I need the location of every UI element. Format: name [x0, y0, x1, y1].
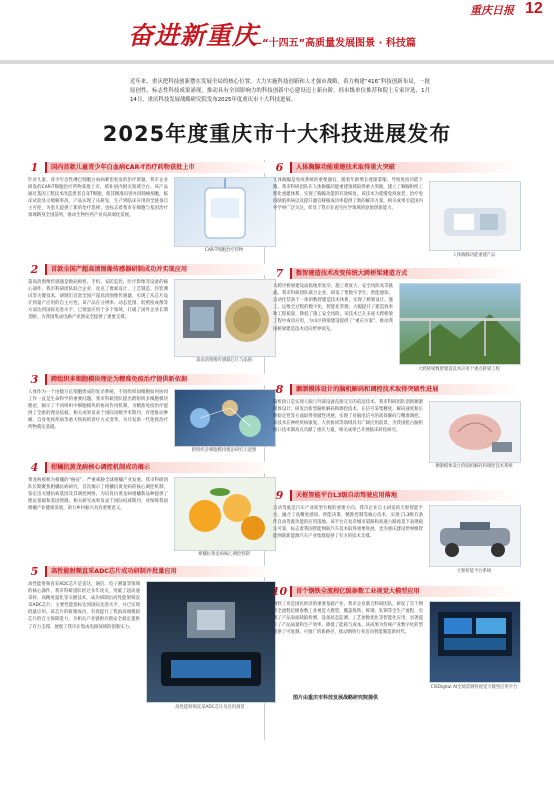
- progress-item-5: [28, 565, 275, 715]
- item-number: 4: [30, 461, 39, 474]
- item-title: 高性能射频直采ADC芯片成功研制并批量应用: [45, 566, 275, 577]
- page-title: 2025年度重庆市十大科技进展发布: [102, 122, 452, 146]
- item-title: 数智建造技术改变传统大跨桥梁建造方式: [290, 268, 520, 279]
- figure-caption: 跨组织多细胞模块理论研究示意图: [191, 448, 257, 453]
- item-number: 8: [275, 383, 284, 396]
- citrus-fruit-illustration: [175, 478, 275, 550]
- item-text: 大跨径桥梁建设面临地形复杂、施工难度大、安全风险高等挑战。我市科研团队联合企业，研发了集数字孪生、智能感知、自动化装备于一体的数智建造技术体系，实现了桥梁设计、施工、运维全过程的数字化、智能化管理，大幅提升了建造效率和工程质量，降低了施工安全风险。该技术已在多座大跨桥梁工程中成功应用，为山区桥梁建设提供了“重庆方案”，推动我国桥梁建造技术迈向世界领先。: [273, 284, 393, 332]
- masthead-divider: [0, 60, 554, 64]
- item-title: 首款全国产超高清图像传感器研制成功并实现应用: [45, 264, 275, 275]
- item-title: 人体胸腺功能重建技术取得重大突破: [290, 162, 520, 173]
- item-title: 首个钢铁全流程亿级参数工业视觉大模型应用: [290, 586, 520, 597]
- item-title: 柑橘抗黄龙病核心调控机制成功揭示: [45, 462, 275, 473]
- drug-bag-illustration: [175, 178, 275, 246]
- figure-caption: 柑橘抗黄龙病核心调控机制: [198, 552, 250, 557]
- figure-caption: CISDigital AI全场景钢铁视觉大模型应用平台: [430, 685, 518, 690]
- item-number: 2: [30, 263, 39, 276]
- item-text: 人体胸腺是免疫系统的重要器官，随着年龄增长逐渐萎缩，导致免疫功能下降。我市科研团队在人体胸腺功能重建领域取得重大突破，建立了胸腺组织工程化重建体系，实现了胸腺功能的有效恢复。该技术为延缓免疫衰老、治疗免疫缺陷疾病以及提升器官移植成功率提供了新的解决方案，相关成果引起国内外学界广泛关注，彰显了我市在再生医学领域的原始创新能力。: [273, 178, 423, 212]
- left-column: [28, 161, 275, 721]
- section-title: 奋进新重庆: [128, 21, 259, 50]
- sensor-wafer-illustration: [175, 280, 275, 356]
- figure-caption: 高性能射频直采ADC芯片及应用场景: [175, 705, 245, 710]
- item-text: 自动驾驶是汽车产业转型升级的重要方向。我市企业自主研发的天枢智能平台，融合了高精度感知、智能决策、精准控制等核心技术，实现了L3级有条件自动驾驶功能的应用落地。该平台在复杂城市道路和高速公路场景下表现稳定可靠，标志着我国智能网联汽车技术取得重要进展，也为重庆建设世界级智能网联新能源汽车产业集群提供了有力的技术支撑。: [273, 506, 423, 540]
- paper-name: 重庆日报: [470, 4, 514, 17]
- photo-credit: 图片由重庆市科技发展战略研究院提供: [293, 695, 379, 701]
- car-chassis-illustration: [430, 506, 520, 566]
- item-number: 1: [30, 161, 39, 174]
- figure-caption: 大跨桥梁数智建造技术应用于重点桥梁工程: [418, 367, 500, 372]
- item-title: 天枢智能平台L3级自动驾驶应用落地: [290, 490, 520, 501]
- progress-item-4: [28, 461, 275, 559]
- section-subtitle: —“十四五”高质量发展图景 · 科技篇: [252, 38, 416, 49]
- bridge-image: [399, 283, 521, 365]
- progress-item-2: [28, 263, 275, 367]
- progress-item-8: [273, 383, 520, 483]
- item-text: 脑机接口是实现人脑与外部设备直接交互的前沿技术。我市科研团队创新颞颌模体设计，研发出新型脑机解码和调控技术，在信号采集精度、解码速度和长期稳定性等方面取得突破性进展，实现了对脑电信号的高效解码与精准调控。该技术在神经疾病康复、人机协同等领域具有广阔应用前景，为我国抢占脑机接口技术制高点贡献了重庆力量，相关成果已开展临床转化研究。: [273, 400, 423, 434]
- dashboard-illustration: [430, 602, 520, 682]
- thymus-device-illustration: [430, 182, 520, 250]
- item-number: 9: [275, 489, 284, 502]
- item-title: 国内首款儿童青少年白血病CAR-T治疗药物获批上市: [45, 162, 275, 173]
- car-t-drug-image: [174, 177, 276, 247]
- tianshu-platform-image: [429, 505, 521, 567]
- figure-caption: CAR-T细胞治疗药物: [204, 248, 244, 253]
- figure-caption: 人体胸腺功能重建产品: [452, 253, 496, 258]
- bridge-illustration: [400, 284, 520, 364]
- figure-caption: 天枢智能平台系统: [456, 569, 492, 574]
- item-number: 6: [275, 161, 284, 174]
- progress-item-7: [273, 267, 520, 377]
- cellular-module-image: [174, 389, 276, 447]
- item-text: 黄龙病被称为柑橘的“癌症”，严重威胁全球柑橘产业发展。我市科研团队长期聚焦柑橘抗病研究，首次揭示了柑橘抗黄龙病的核心调控机制，鉴定出关键抗病基因及其调控网络，为培育抗黄龙病柑橘新品种提供了理论基础和基因资源。相关研究成果发表于国际权威期刊，对保障我国柑橘产业健康发展、助力乡村振兴具有重要意义。: [28, 478, 168, 512]
- image-sensor-image: [174, 279, 276, 357]
- adc-chip-scene-illustration: [147, 582, 275, 702]
- progress-item-1: [28, 161, 275, 257]
- brain-machine-image: [429, 401, 521, 463]
- progress-item-3: [28, 373, 275, 455]
- item-number: 7: [275, 267, 284, 280]
- item-text: 钢铁工业是国民经济的重要基础产业。我市企业联合科研团队，研发了首个钢铁全流程亿级参数工业视觉大模型，覆盖炼铁、炼钢、轧钢等全生产流程，实现了产品表面缺陷检测、设备状态监测、工艺参数优化等智能化应用，显著提升了产品质量和生产效率，降低了能耗与成本。该成果为传统产业数字化转型提供了可复制、可推广的新路径，推动钢铁行业迈向智能制造新时代。: [273, 602, 423, 636]
- item-number: 3: [30, 373, 39, 386]
- item-title: 颞颌模体设计的脑机解码和调控技术取得突破性进展: [290, 384, 520, 395]
- cell-network-illustration: [175, 390, 275, 446]
- progress-item-10: [273, 585, 520, 703]
- page-number: 12: [525, 0, 543, 17]
- adc-chip-image: [146, 581, 276, 703]
- brain-device-illustration: [430, 402, 520, 462]
- masthead: [0, 0, 554, 70]
- progress-item-9: [273, 489, 520, 579]
- thymus-image: [429, 181, 521, 251]
- item-text: 人体作为一个由数万亿细胞组成的复杂系统，不同组织间细胞如何协同工作一直是生命科学的重要问题。我市科研团队提出跨组织多细胞模块理论，揭示了不同组织中细胞模块的协同作用机制，为精准免疫治疗提供了全新的理论依据。相关成果发表于国际顶级学术期刊，有望推动肿瘤、自身免疫疾病等重大疾病的诊疗方式变革，为开发新一代免疫治疗药物奠定基础。: [28, 390, 168, 431]
- steel-vision-model-image: [429, 601, 521, 683]
- item-text: 针对儿童、青少年急性淋巴细胞白血病难治复发的治疗难题，我市企业研发的CAR-T细胞治疗药物获批上市，填补国内相关领域空白。该产品通过基因工程技术改造患者自身T细胞，使其精准识别并清除癌细胞，临床试验显示缓解率高。产品实现了从研发、生产到临床应用的全链条自主可控，为患儿提供了新的治疗选择，也标志着我市在细胞与基因治疗领域跻身全国前列，推动生物医药产业向高端化发展。: [28, 178, 168, 219]
- right-column: [273, 161, 520, 709]
- item-title: 跨组织多细胞模块理论为精准免疫治疗提供新依据: [45, 374, 275, 385]
- item-number: 10: [271, 585, 288, 598]
- figure-caption: 超高清图像传感器芯片与晶圆: [196, 358, 252, 363]
- item-text: 超高清图像传感器是数码相机、手机、安防监控、医疗影像等设备的核心部件。我市科研团队联合企业，攻克了像素设计、工艺制造、封装测试等关键技术，研制出首款全国产超高清图像传感器，实现了从芯片设计到量产应用的自主可控。该产品在分辨率、动态范围、低照度成像等方面达到国际先进水平，已批量应用于多个领域，打破了国外企业长期垄断，为我国集成电路产业链安全提供了重要支撑。: [28, 280, 168, 321]
- intro-text: 近年来，重庆把科技创新摆在发展全局的核心位置，大力实施科技创新和人才强市战略，着力构建“416”科技创新布局，一批原创性、标志性科技成果涌现，推动具有全国影响力的科技创新中心建设迈上新台阶。经市级单位推荐和院士专家评选，1月14日，重庆科技发展战略研究院发布2025年度重庆市十大科技进展。: [130, 79, 430, 103]
- item-text: 高性能射频直采ADC芯片是雷达、通信、电子测量等领域的核心器件。我市科研团队经过多年攻关，突破了超高速采样、高精度量化等关键技术，成功研制出高性能射频直采ADC芯片，主要性能指标达到国际先进水平，并已实现批量应用。该芯片的研制成功，有效提升了我国高端模拟芯片的自主保障能力，为相关产业链供应链安全稳定提供了有力支撑，展现了我市在集成电路领域的创新实力。: [28, 582, 140, 630]
- figure-caption: 颞颌模体设计的脑机解码和调控技术系统: [435, 464, 513, 469]
- item-number: 5: [30, 565, 39, 578]
- citrus-image: [174, 477, 276, 551]
- progress-item-6: [273, 161, 520, 261]
